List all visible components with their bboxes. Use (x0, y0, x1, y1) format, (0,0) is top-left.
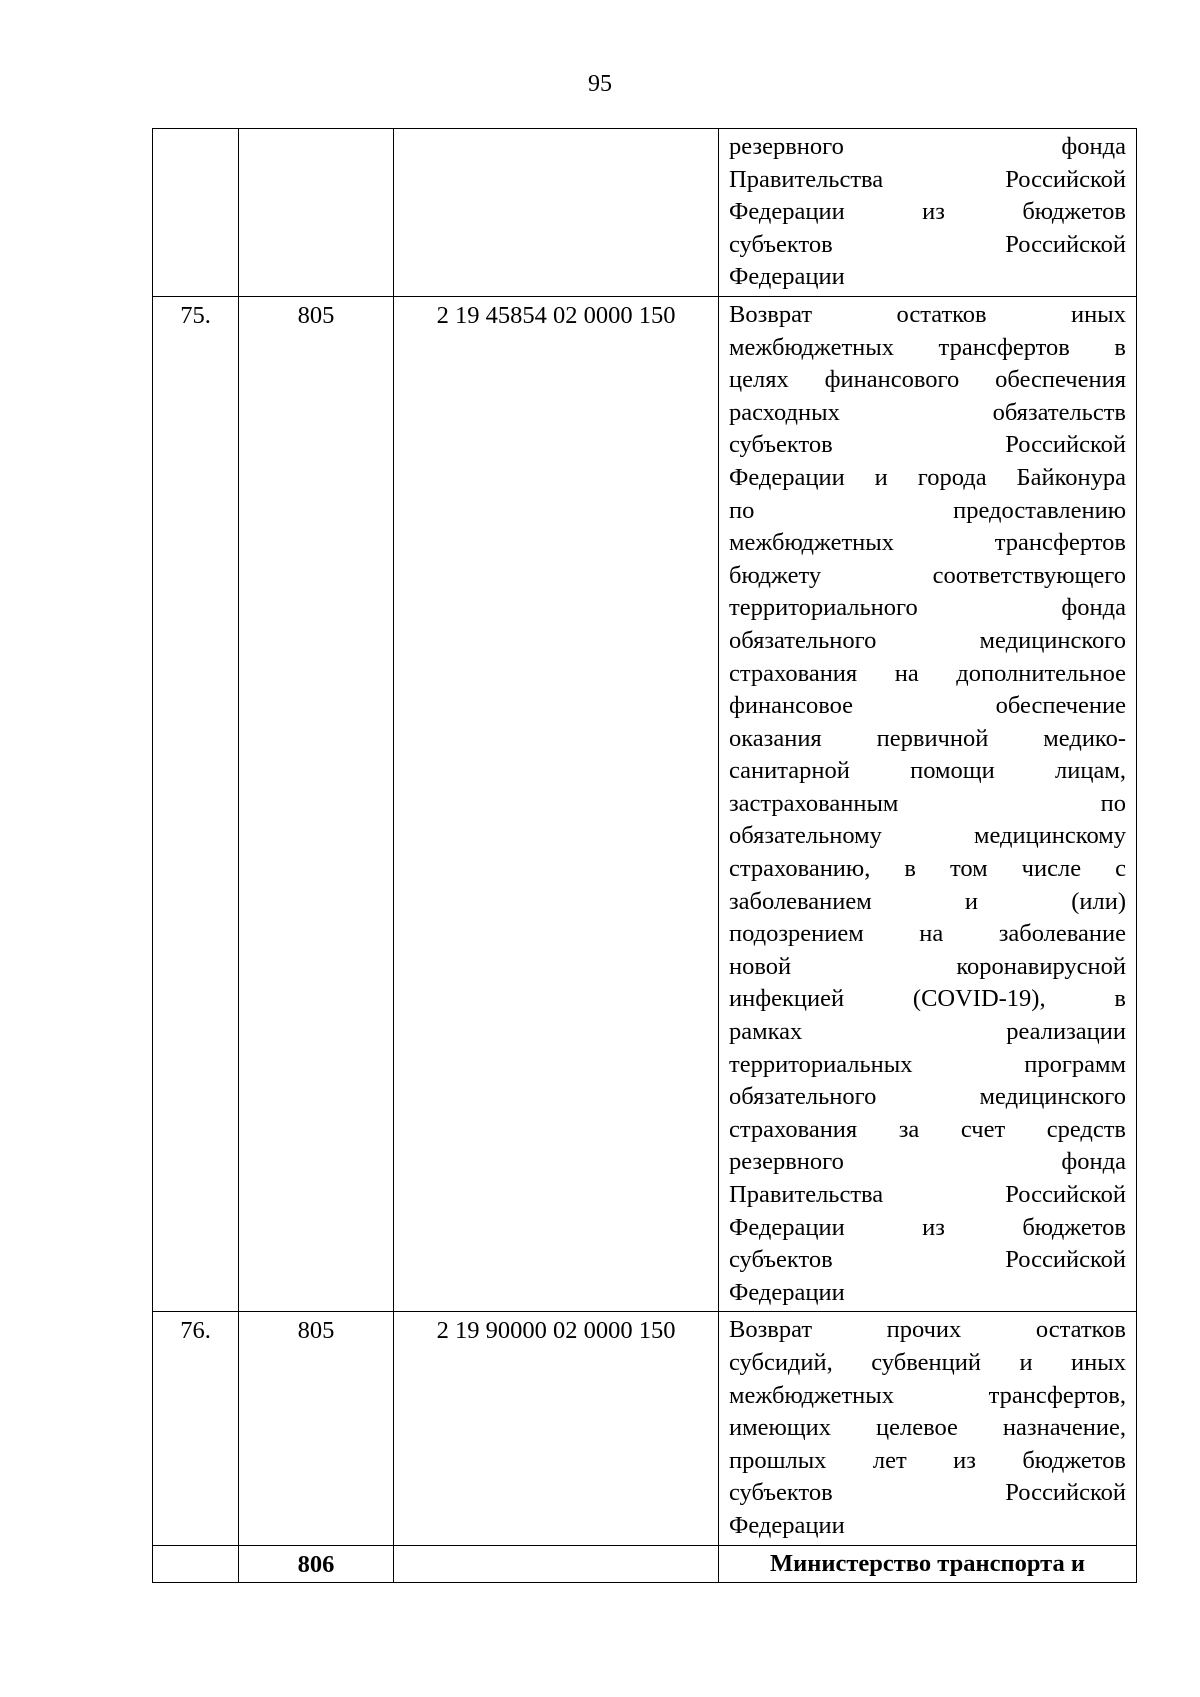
description-line: оказания первичной медико- (729, 724, 1126, 752)
description-line: субъектов Российской (729, 230, 1126, 258)
budget-codes-table (152, 128, 1137, 1583)
description-line: страхования на дополнительное (729, 659, 1126, 687)
description-line: Федерации и города Байконура (729, 463, 1126, 491)
row-number-cell (153, 129, 239, 297)
description-line: Правительства Российской (729, 1181, 1126, 1208)
description-cell (719, 296, 1137, 1311)
description-line: Федерации (729, 1278, 845, 1306)
description-cell: Министерство транспорта и (719, 1545, 1137, 1583)
description-line: подозрением на заболевание (729, 920, 1126, 948)
description-line: Федерации (729, 1511, 845, 1539)
description-line: бюджету соответствующего (729, 561, 1126, 589)
row-number-cell: 75. (153, 296, 239, 1311)
description-line: территориального фонда (729, 594, 1126, 622)
description-line: имеющих целевое назначение, (729, 1414, 1126, 1442)
description-line: субъектов Российской (729, 431, 1126, 459)
section-row (153, 1545, 1137, 1583)
description-line: субсидий, субвенций и иных (729, 1348, 1126, 1376)
table-row (153, 296, 1137, 1311)
budget-code-cell (394, 1545, 719, 1583)
table-body (153, 129, 1137, 1583)
row-number-cell: 76. (153, 1312, 239, 1545)
description-line: новой коронавирусной (729, 952, 1126, 980)
description-line: межбюджетных трансфертов, (729, 1381, 1126, 1409)
table-row (153, 1312, 1137, 1545)
table-row (153, 129, 1137, 297)
description-line: финансовое обеспечение (729, 692, 1126, 720)
description-line: Правительства Российской (729, 165, 1126, 193)
description-line: обязательного медицинского (729, 626, 1126, 654)
description-line: Возврат остатков иных (729, 300, 1126, 328)
description-cell (719, 129, 1137, 297)
description-line: страхованию, в том числе с (729, 855, 1126, 883)
budget-code-cell (394, 129, 719, 297)
description-line: заболеванием и (или) (729, 887, 1126, 915)
description-line: межбюджетных трансфертов (729, 529, 1126, 557)
budget-code-cell: 2 19 45854 02 0000 150 (394, 296, 719, 1311)
admin-code-cell: 806 (239, 1545, 394, 1583)
description-line: рамках реализации (729, 1018, 1126, 1046)
description-line: Федерации из бюджетов (729, 198, 1126, 226)
description-line: прошлых лет из бюджетов (729, 1446, 1126, 1474)
budget-code-cell: 2 19 90000 02 0000 150 (394, 1312, 719, 1545)
description-line: межбюджетных трансфертов в (729, 333, 1126, 361)
description-line: расходных обязательств (729, 398, 1126, 426)
description-line: целях финансового обеспечения (729, 366, 1126, 394)
description-line: обязательного медицинского (729, 1083, 1126, 1111)
description-line: санитарной помощи лицам, (729, 757, 1126, 785)
description-line: страхования за счет средств (729, 1115, 1126, 1143)
description-line: субъектов Российской (729, 1479, 1126, 1507)
admin-code-cell: 805 (239, 296, 394, 1311)
row-number-cell (153, 1545, 239, 1583)
description-line: Федерации из бюджетов (729, 1213, 1126, 1241)
description-line: резервного фонда (729, 133, 1126, 160)
description-line: Федерации (729, 263, 845, 291)
description-line: Возврат прочих остатков (729, 1316, 1126, 1344)
description-line: застрахованным по (729, 789, 1126, 817)
description-cell (719, 1312, 1137, 1545)
description-line: резервного фонда (729, 1148, 1126, 1176)
description-line: по предоставлению (729, 496, 1126, 524)
description-line: территориальных программ (729, 1050, 1126, 1078)
description-line: обязательному медицинскому (729, 822, 1126, 850)
description-line: инфекцией (COVID-19), в (729, 985, 1126, 1013)
admin-code-cell (239, 129, 394, 297)
description-line: субъектов Российской (729, 1246, 1126, 1274)
admin-code-cell: 805 (239, 1312, 394, 1545)
page-number: 95 (588, 71, 612, 97)
